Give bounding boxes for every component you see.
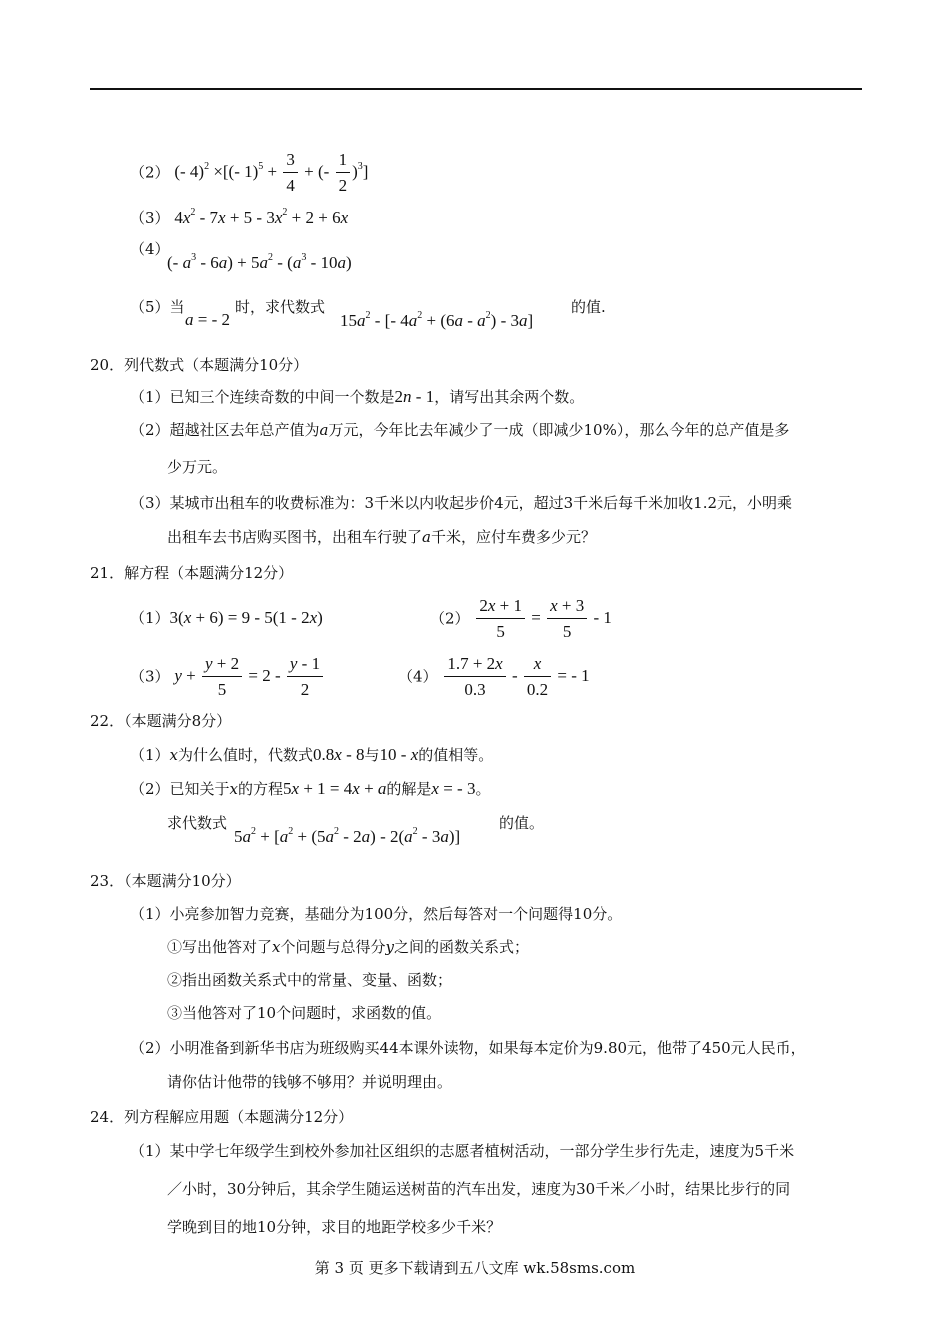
q22-part2-expr: 求代数式 (167, 814, 228, 832)
q19-p5-condition: a = - 2 (185, 310, 230, 329)
q19-part4-label: （4） (130, 240, 170, 258)
q19-p3-expression: $4x^2 - 7x + 5 - 3x^2 + 2 + 6x$ (174, 207, 349, 227)
q22-part2: （2）已知关于x的方程5x + 1 = 4x + a的解是x = - 3。 (130, 779, 491, 798)
q21-eq1: （1）3(x + 6) = 9 - 5(1 - 2x) (130, 608, 323, 627)
q19-p4-expression: (- $a^3 - 6a) + 5a^2 - (a^3 - 10a)$ (167, 252, 352, 272)
q19-p5-end: 的值. (571, 298, 606, 316)
q22-p2-end: 的值。 (499, 814, 545, 832)
q20-part3: （3）某城市出租车的收费标准为：3千米以内收起步价4元，超过3千米后每千米加收1.2元，小明乘 (130, 494, 793, 512)
q20-p1-expression: 2n - 1 (394, 387, 435, 406)
q21-title: 21．解方程（本题满分12分） (90, 564, 294, 582)
q23-sub3: ③当他答对了10个问题时，求函数的值。 (167, 1004, 442, 1022)
q22-part1: （1）x为什么值时，代数式0.8x - 8与10 - x的值相等。 (130, 745, 494, 764)
q19-part2: （2） (- 4)$^2$ ×[(- 1)$^5$ + $\frac{3}{4}$ + (- $\frac{1}{2}$ )$^3$] (130, 150, 369, 196)
q19-part3: （3） $4x^2 - 7x + 5 - 3x^2 + 2 + 6x$ (130, 207, 349, 227)
header-rule (90, 88, 862, 90)
q19-p5-mid: 时，求代数式 (235, 298, 326, 316)
q21-eq3: （3） y + $\frac{y + 2}{5}$ = 2 - $\frac{y - 1}{2}$ (130, 654, 325, 701)
q19-p5-expression: $15a^2$ - [- $4a^2 + (6a - a^2) - 3a$] (340, 310, 534, 330)
q23-part2: （2）小明准备到新华书店为班级购买44本课外读物，如果每本定价为9.80元，他带了450元人民币， (130, 1039, 806, 1057)
page-footer: 第 3 页 更多下载请到五八文库 wk.58sms.com (314, 1259, 636, 1277)
q24-part1: （1）某中学七年级学生到校外参加社区组织的志愿者植树活动，一部分学生步行先走，速度为5千米 (130, 1142, 795, 1160)
q23-sub1: ①写出他答对了x个问题与总得分y之间的函数关系式； (167, 938, 529, 956)
q22-title: 22．（本题满分8分） (90, 712, 232, 730)
q20-title: 20．列代数式（本题满分10分） (90, 356, 309, 374)
q22-p2-expression: $5a^2 + [a^2 + (5a^2 - 2a) - 2(a^2 - 3a)]$ (234, 826, 461, 846)
q20-part3-cont: 出租车去书店购买图书，出租车行驶了a千米，应付车费多少元？ (167, 528, 596, 546)
q23-sub2: ②指出函数关系式中的常量、变量、函数； (167, 971, 453, 989)
q23-part1: （1）小亮参加智力竞赛，基础分为100分，然后每答对一个问题得10分。 (130, 905, 623, 923)
q21-eq4: （4） $\frac{1.7 + 2x}{0.3}$ - $\frac{x}{0.2}$ = - 1 (398, 654, 590, 700)
q23-part2-cont: 请你估计他带的钱够不够用？并说明理由。 (167, 1073, 453, 1091)
q24-title: 24．列方程解应用题（本题满分12分） (90, 1108, 354, 1126)
q20-part1: （1）已知三个连续奇数的中间一个数是2n - 1，请写出其余两个数。 (130, 387, 585, 406)
q19-p2-expression: (- 4)$^2$ ×[(- 1)$^5$ + $\frac{3}{4}$ + (- $\frac{1}{2}$ )$^3$] (174, 150, 369, 196)
q23-title: 23．（本题满分10分） (90, 872, 241, 890)
q24-part1-cont2: 学晚到目的地10分钟，求目的地距学校多少千米？ (167, 1218, 502, 1236)
q20-part2-cont: 少万元。 (167, 458, 228, 476)
q20-part2: （2）超越社区去年总产值为a万元，今年比去年减少了一成（即减少10%），那么今年的总产值是多 (130, 421, 790, 439)
q19-part5: （5）当 (130, 298, 185, 316)
q21-eq2: （2） $\frac{2x + 1}{5}$ = $\frac{x + 3}{5}$ - 1 (430, 596, 612, 642)
q24-part1-cont1: ／小时，30分钟后，其余学生随运送树苗的汽车出发，速度为30千米／小时，结果比步行的同 (167, 1180, 791, 1198)
